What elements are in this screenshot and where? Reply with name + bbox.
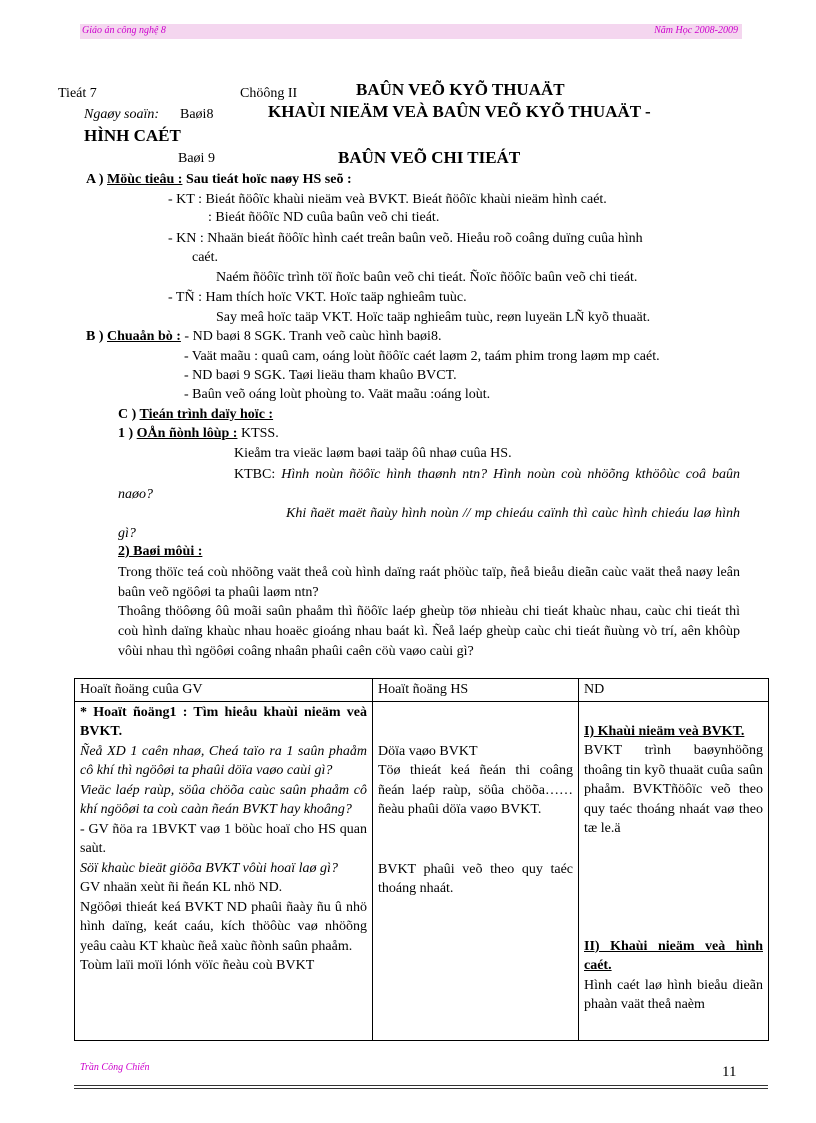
content-text-1: BVKT trình baøynhöõng thoâng tin kyõ thuaät cuûa saûn phaåm. BVKTñöôïc veõ theo quy taéc thoáng nhaát vaø theo tæ le.ä [584, 743, 763, 836]
preparation-line: - Vaät maãu : quaû cam, oáng loùt ñöôïc caét laøm 2, taám phim trong laøm mp caét. [184, 349, 660, 364]
student-cell [373, 701, 579, 1040]
objective-line: Naém ñöôïc trình töï ñoïc baûn veõ chi tieát. Ñoïc ñöôïc baûn veõ chi tieát. [216, 270, 638, 285]
student-answer-2: Töø thieát keá ñeán thi coâng ñeán laép raùp, söûa chöõa……ñeàu phaûi döïa vaøo BVKT. [378, 763, 573, 817]
ktbc-label: KTBC: [234, 467, 282, 482]
student-answer-1: Döïa vaøo BVKT [378, 743, 478, 759]
new-lesson-heading [118, 544, 202, 560]
lesson9-number: Baøi 9 [178, 151, 215, 166]
new-lesson-title: 2) Baøi môùi : [118, 544, 203, 559]
page-header [80, 24, 742, 39]
table-row [75, 701, 769, 1040]
chapter-title: BAÛN VEÕ KYÕ THUAÄT [356, 80, 565, 99]
lesson9-title: BAÛN VEÕ CHI TIEÁT [338, 148, 521, 167]
activity-table [74, 678, 769, 1041]
content-text-2: Hình caét laø hình bieåu dieãn phaàn vaät theå naèm [584, 977, 763, 1012]
stabilize-class-heading [118, 426, 279, 442]
teacher-step-5: GV nhaän xeùt ñi ñeán KL nhö ND. [80, 880, 283, 895]
section-a-rest: Sau tieát hoïc naøy HS seõ : [182, 172, 352, 187]
lesson8-number: Baøi8 [180, 107, 214, 122]
teacher-question-4: Söï khaùc bieät giöõa BVKT vôùi hoaï laø gì? [80, 860, 338, 876]
teacher-step-6: Ngöôøi thieát keá BVKT ND phaûi ñaày ñu û nhö hình daïng, keát caáu, kích thöôùc vaø nhöõng yeâu caàu KT khaùc ñeå xaùc ñònh saûn phaåm. [80, 899, 367, 954]
objective-line: - KN : Nhaän bieát ñöôïc hình caét treân baûn veõ. Hieåu roõ coâng duïng cuûa hình [168, 231, 643, 246]
homework-check: Kieåm tra vieäc laøm baøi taäp ôû nhaø cuûa HS. [234, 446, 512, 461]
ktbc-question-1: Hình noùn ñöôïc hình thaønh ntn? Hình noùn coù nhöõng kthöôùc coâ baûn naøo? [118, 467, 740, 502]
content-cell [579, 701, 769, 1040]
objective-line: caét. [192, 250, 219, 265]
objective-line: - KT : Bieát ñöôïc khaùi nieäm veà BVKT. Bieát ñöôïc khaùi nieäm hình caét. [168, 192, 607, 207]
review-question-1 [118, 465, 740, 505]
header-student: Hoaït ñoäng HS [373, 679, 579, 702]
header-content: ND [579, 679, 769, 702]
stabilize-num: 1 ) [118, 426, 137, 441]
section-b-heading [86, 329, 441, 345]
header-left-text: Giáo án công nghệ 8 [82, 25, 166, 36]
header-teacher: Hoaït ñoäng cuûa GV [75, 679, 373, 702]
content-heading-1: I) Khaùi nieäm veà BVKT. [584, 723, 745, 739]
teacher-question-2: Vieäc laép raùp, söûa chöõa caùc saûn phaåm cô khí ngöôøi ta coù caàn ñeán BVKT hay khoâng? [80, 782, 367, 817]
lesson8-title-line2: HÌNH CAÉT [84, 126, 181, 145]
intro-paragraph-1: Trong thöïc teá coù nhöõng vaät theå coù hình daïng raát phöùc taïp, ñeå bieåu dieãn caùc vaät theå naøy leân baûn veõ ngöôøi ta phaûi laøm ntn? [118, 565, 740, 600]
student-answer-3: BVKT phaûi veõ theo quy taéc thoáng nhaát. [378, 861, 573, 896]
section-a-title: Möùc tieâu : [107, 172, 183, 187]
table-header-row [75, 679, 769, 702]
stabilize-title: OÅn ñònh lôùp : [136, 426, 238, 441]
section-c-heading [118, 407, 273, 423]
preparation-line: - ND baøi 9 SGK. Taøi lieäu tham khaûo BVCT. [184, 368, 457, 383]
lesson8-title: KHAÙI NIEÄM VEÀ BAÛN VEÕ KYÕ THUAÄT - [268, 102, 651, 121]
preparation-line: - Baûn veõ oáng loùt phoùng to. Vaät maãu :oáng loùt. [184, 387, 491, 402]
teacher-step-7: Toùm laïi moïi lónh vöïc ñeàu coù BVKT [80, 958, 315, 973]
section-b-label: B ) [86, 329, 107, 344]
intro-paragraph-2: Thoâng thöôøng ôû moãi saûn phaåm thì ñöôïc laép gheùp töø nhieàu chi tieát khaùc nhau, caùc chi tieát thì coù hình daïng khaùc nhau hoaëc gioáng nhau baát kì. Ñeå laép gheùp caùc chi tieát ñuùng vò trí, aên khôùp vôùi nhau thì ngöôøi coâng nhaân phaûi caên cöù vaøo caùi gì? [118, 604, 740, 659]
teacher-question-1: Ñeå XD 1 caên nhaø, Cheá taïo ra 1 saûn phaåm cô khí thì ngöôøi ta phaûi döïa vaøo caùi gì? [80, 743, 367, 778]
section-a-label: A ) [86, 172, 107, 187]
header-right-text: Năm Học 2008-2009 [654, 25, 738, 36]
objective-line: - TÑ : Ham thích hoïc VKT. Hoïc taäp nghieâm tuùc. [168, 290, 467, 305]
content-heading-2: II) Khaùi nieäm veà hình caét. [584, 938, 763, 973]
section-c-label: C ) [118, 407, 140, 422]
footer-divider [74, 1088, 768, 1089]
lesson-number: Tieát 7 [58, 86, 97, 101]
stabilize-rest: KTSS. [237, 426, 279, 441]
activity-1-title: * Hoaït ñoäng1 : Tìm hieåu khaùi nieäm veà BVKT. [80, 704, 367, 739]
section-c-title: Tieán trình daïy hoïc : [139, 407, 274, 422]
date-label: Ngaøy soaïn: [84, 107, 160, 122]
chapter-number: Chöông II [240, 86, 298, 101]
ktbc-question-2: Khi ñaët maët ñaùy hình noùn // mp chieáu caïnh thì caùc hình chieáu laø hình gì? [118, 506, 740, 541]
footer-divider [74, 1085, 768, 1086]
section-b-title: Chuaån bò : [107, 329, 181, 344]
page-number: 11 [722, 1064, 737, 1080]
section-b-rest: - ND baøi 8 SGK. Tranh veõ caùc hình baøi8. [180, 329, 442, 344]
section-a-heading [86, 172, 352, 188]
footer-author: Trần Công Chiến [80, 1062, 150, 1073]
teacher-cell [75, 701, 373, 1040]
objective-line: Say meâ hoïc taäp VKT. Hoïc taäp nghieâm tuùc, reøn luyeän LÑ kyõ thuaät. [216, 310, 651, 325]
objective-line: : Bieát ñöôïc ND cuûa baûn veõ chi tieát. [208, 210, 440, 225]
teacher-step-3: - GV ñöa ra 1BVKT vaø 1 böùc hoaï cho HS quan saùt. [80, 821, 367, 856]
